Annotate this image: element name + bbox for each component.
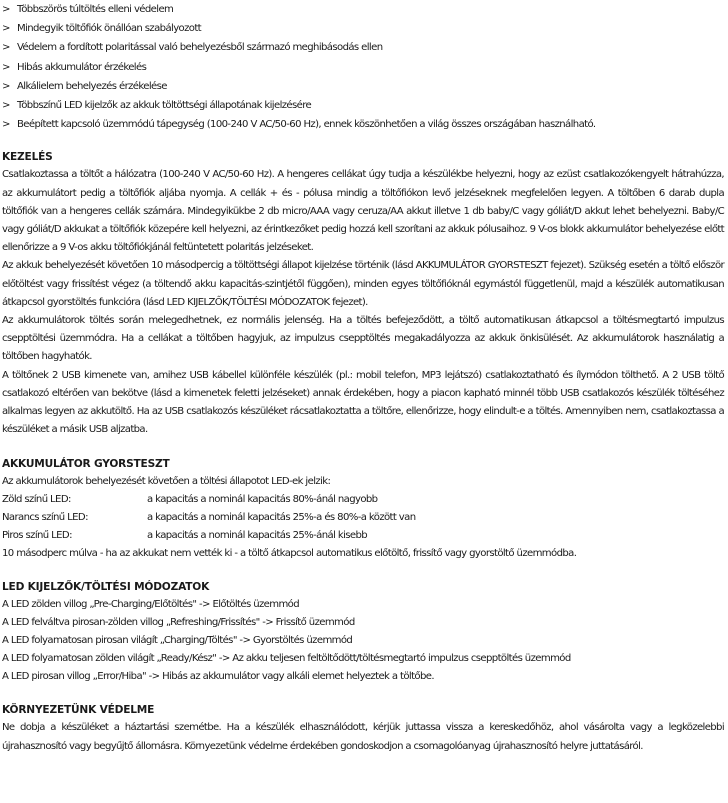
feature-item: > Többszínű LED kijelzők az akkuk töltöttségi állapotának kijelzésére [2,96,724,115]
gyorsteszt-note: 10 másodperc múlva - ha az akkukat nem vették ki - a töltő átkapcsol automatikus előtöltő, frissítő vagy gyorstöltő üzemmódba. [2,547,577,559]
arrow-bullet-icon: > [2,100,10,112]
document-page [2,0,724,756]
kornyezet-paragraph: Ne dobja a készüléket a háztartási szemétbe. Ha a készülék elhasználódott, kérjük juttassa vissza a kereskedőhöz, ahol vásárolta vagy a legközelebbi újrahasznosító vagy begyűjtő állomásra. Környezetünk védelme érdekében gondoskodjon a csomagolóanyag újrahasznosító helyre juttatásáról. [2,722,724,752]
led-status-label: Zöld színű LED: [2,494,71,506]
led-mode-line: A LED folyamatosan zölden világít „Ready/Kész" -> Az akku teljesen feltöltődött/töltésmegtartó impulzus csepptöltés üzemmód [2,652,571,664]
kezeles-heading: KEZELÉS [2,151,53,164]
arrow-bullet-icon: > [2,119,10,131]
arrow-bullet-icon: > [2,23,10,35]
arrow-bullet-icon: > [2,4,10,15]
feature-item: > Többszörös túltöltés elleni védelem [2,0,724,19]
led-mode-line: A LED folyamatosan pirosan világít „Charging/Töltés" -> Gyorstöltés üzemmód [2,635,353,647]
kornyezet-section [2,701,724,755]
led-mode-line: A LED pirosan villog „Error/Hiba" -> Hibás az akkumulátor vagy alkáli elemet helyeztek a töltőbe. [2,670,434,682]
arrow-bullet-icon: > [2,61,10,73]
kezeles-section [2,148,724,439]
led-status-value: a kapacitás a nominál kapacitás 80%-ánál nagyobb [147,494,378,506]
gyorsteszt-intro: Az akkumulátorok behelyezését követően a töltési állapotot LED-ek jelzik: [2,476,331,488]
led-mode-line: A LED felváltva pirosan-zölden villog „Refreshing/Frissítés" -> Frissítő üzemmód [2,617,355,629]
feature-item: > Védelem a fordított polaritással való behelyezésből származó meghibásodás ellen [2,38,724,57]
kezeles-paragraph: Az akkumulátorok töltés során melegedhetnek, ez normális jelenség. Ha a töltés befejeződött, a töltő automatikusan átkapcsol a töltésmegtartó impulzus csepptöltési üzemmódra. Ha a cellákat a töltőben hagyjuk, az impulzus csepptöltés megakadályozza az akkuk önkisülését. Az akkumulátorok használatig a töltőben hagyhatók. [2,315,724,363]
led-status-label: Narancs színű LED: [2,512,88,524]
kornyezet-heading: KÖRNYEZETÜNK VÉDELME [2,704,155,717]
led-status-value: a kapacitás a nominál kapacitás 25%-ánál kisebb [147,529,368,541]
arrow-bullet-icon: > [2,42,10,54]
feature-item: > Hibás akkumulátor érzékelés [2,58,724,77]
feature-item: > Beépített kapcsoló üzemmódú tápegység (100-240 V AC/50-60 Hz), ennek köszönhetően a világ összes országában használható. [2,115,724,134]
led-status-row [2,491,724,509]
feature-list [2,0,724,134]
led-status-label: Piros színű LED: [2,529,72,541]
kezeles-paragraph: Az akkuk behelyezését követően 10 másodpercig a töltöttségi állapot kijelzése történik (lásd AKKUMULÁTOR GYORSTESZT fejezet). Szükség esetén a töltő először előtöltést vagy frissítést végez (a töltendő akku kapacitás-szintjétől függően), minden egyes töltőfióknál egymástól függetlenül, majd a készülék automatikusan átkapcsol gyorstöltés funkcióra (lásd LED KIJELZŐK/TÖLTÉSI MÓDOZATOK fejezet). [2,260,724,308]
gyorsteszt-heading: AKKUMULÁTOR GYORSTESZT [2,458,170,471]
gyorsteszt-section [2,455,724,562]
led-status-value: a kapacitás a nominál kapacitás 25%-a és 80%-a között van [147,512,416,524]
arrow-bullet-icon: > [2,80,10,92]
feature-item: > Mindegyik töltőfiók önállóan szabályozott [2,19,724,38]
led-heading: LED KIJELZŐK/TÖLTÉSI MÓDOZATOK [2,581,210,594]
feature-item: > Alkálielem behelyezés érzékelése [2,77,724,96]
led-section [2,578,724,685]
led-mode-line: A LED zölden villog „Pre-Charging/Előtöltés" -> Előtöltés üzemmód [2,599,300,611]
kezeles-paragraph: A töltőnek 2 USB kimenete van, amihez USB kábellel különféle készülék (pl.: mobil telefon, MP3 lejátszó) csatlakoztatható és ílymódon tölthető. A 2 USB töltő csatlakozó eltérően van bekötve (lásd a kimenetek feletti jelzéseket) annak érdekében, hogy a piacon kapható minnél több USB csatlakozós készülék töltéséhez alkalmas legyen az akkutöltő. Ha az USB csatlakozós készüléket rácsatlakoztatta a töltőre, ellenőrizze, hogy elindult-e a töltés. Amennyiben nem, csatlakoztassa a készüléket a másik USB aljzatba. [2,369,724,436]
led-status-row [2,509,724,527]
kezeles-paragraph: Csatlakoztassa a töltőt a hálózatra (100-240 V AC/50-60 Hz). A hengeres cellákat úgy tudja a készülékbe helyezni, hogy az ezüst csatlakozókengyelt hátrahúzza, az akkumulátort pedig a töltőfiók aljába nyomja. A cellák + és - pólusa mindig a töltőfiókon levő jelzéseknek megfelelően legyen. A töltőben 6 darab dupla töltőfiók van a hengeres cellák számára. Mindegyikükbe 2 db micro/AAA vagy ceruza/AA akkut illetve 1 db baby/C vagy góliát/D akkut lehet behelyezni. Baby/C vagy góliát/D akkukat a töltőfiók közepére kell helyezni, az érintkezőket pedig hozzá kell szorítani az akkuk pólusaihoz. 9 V-os blokk akkumulátor behelyezése előtt ellenőrizze a 9 V-os akku töltőfiókjánál feltüntetett polaritás jelzéseket. [2,169,724,254]
led-status-row [2,527,724,545]
